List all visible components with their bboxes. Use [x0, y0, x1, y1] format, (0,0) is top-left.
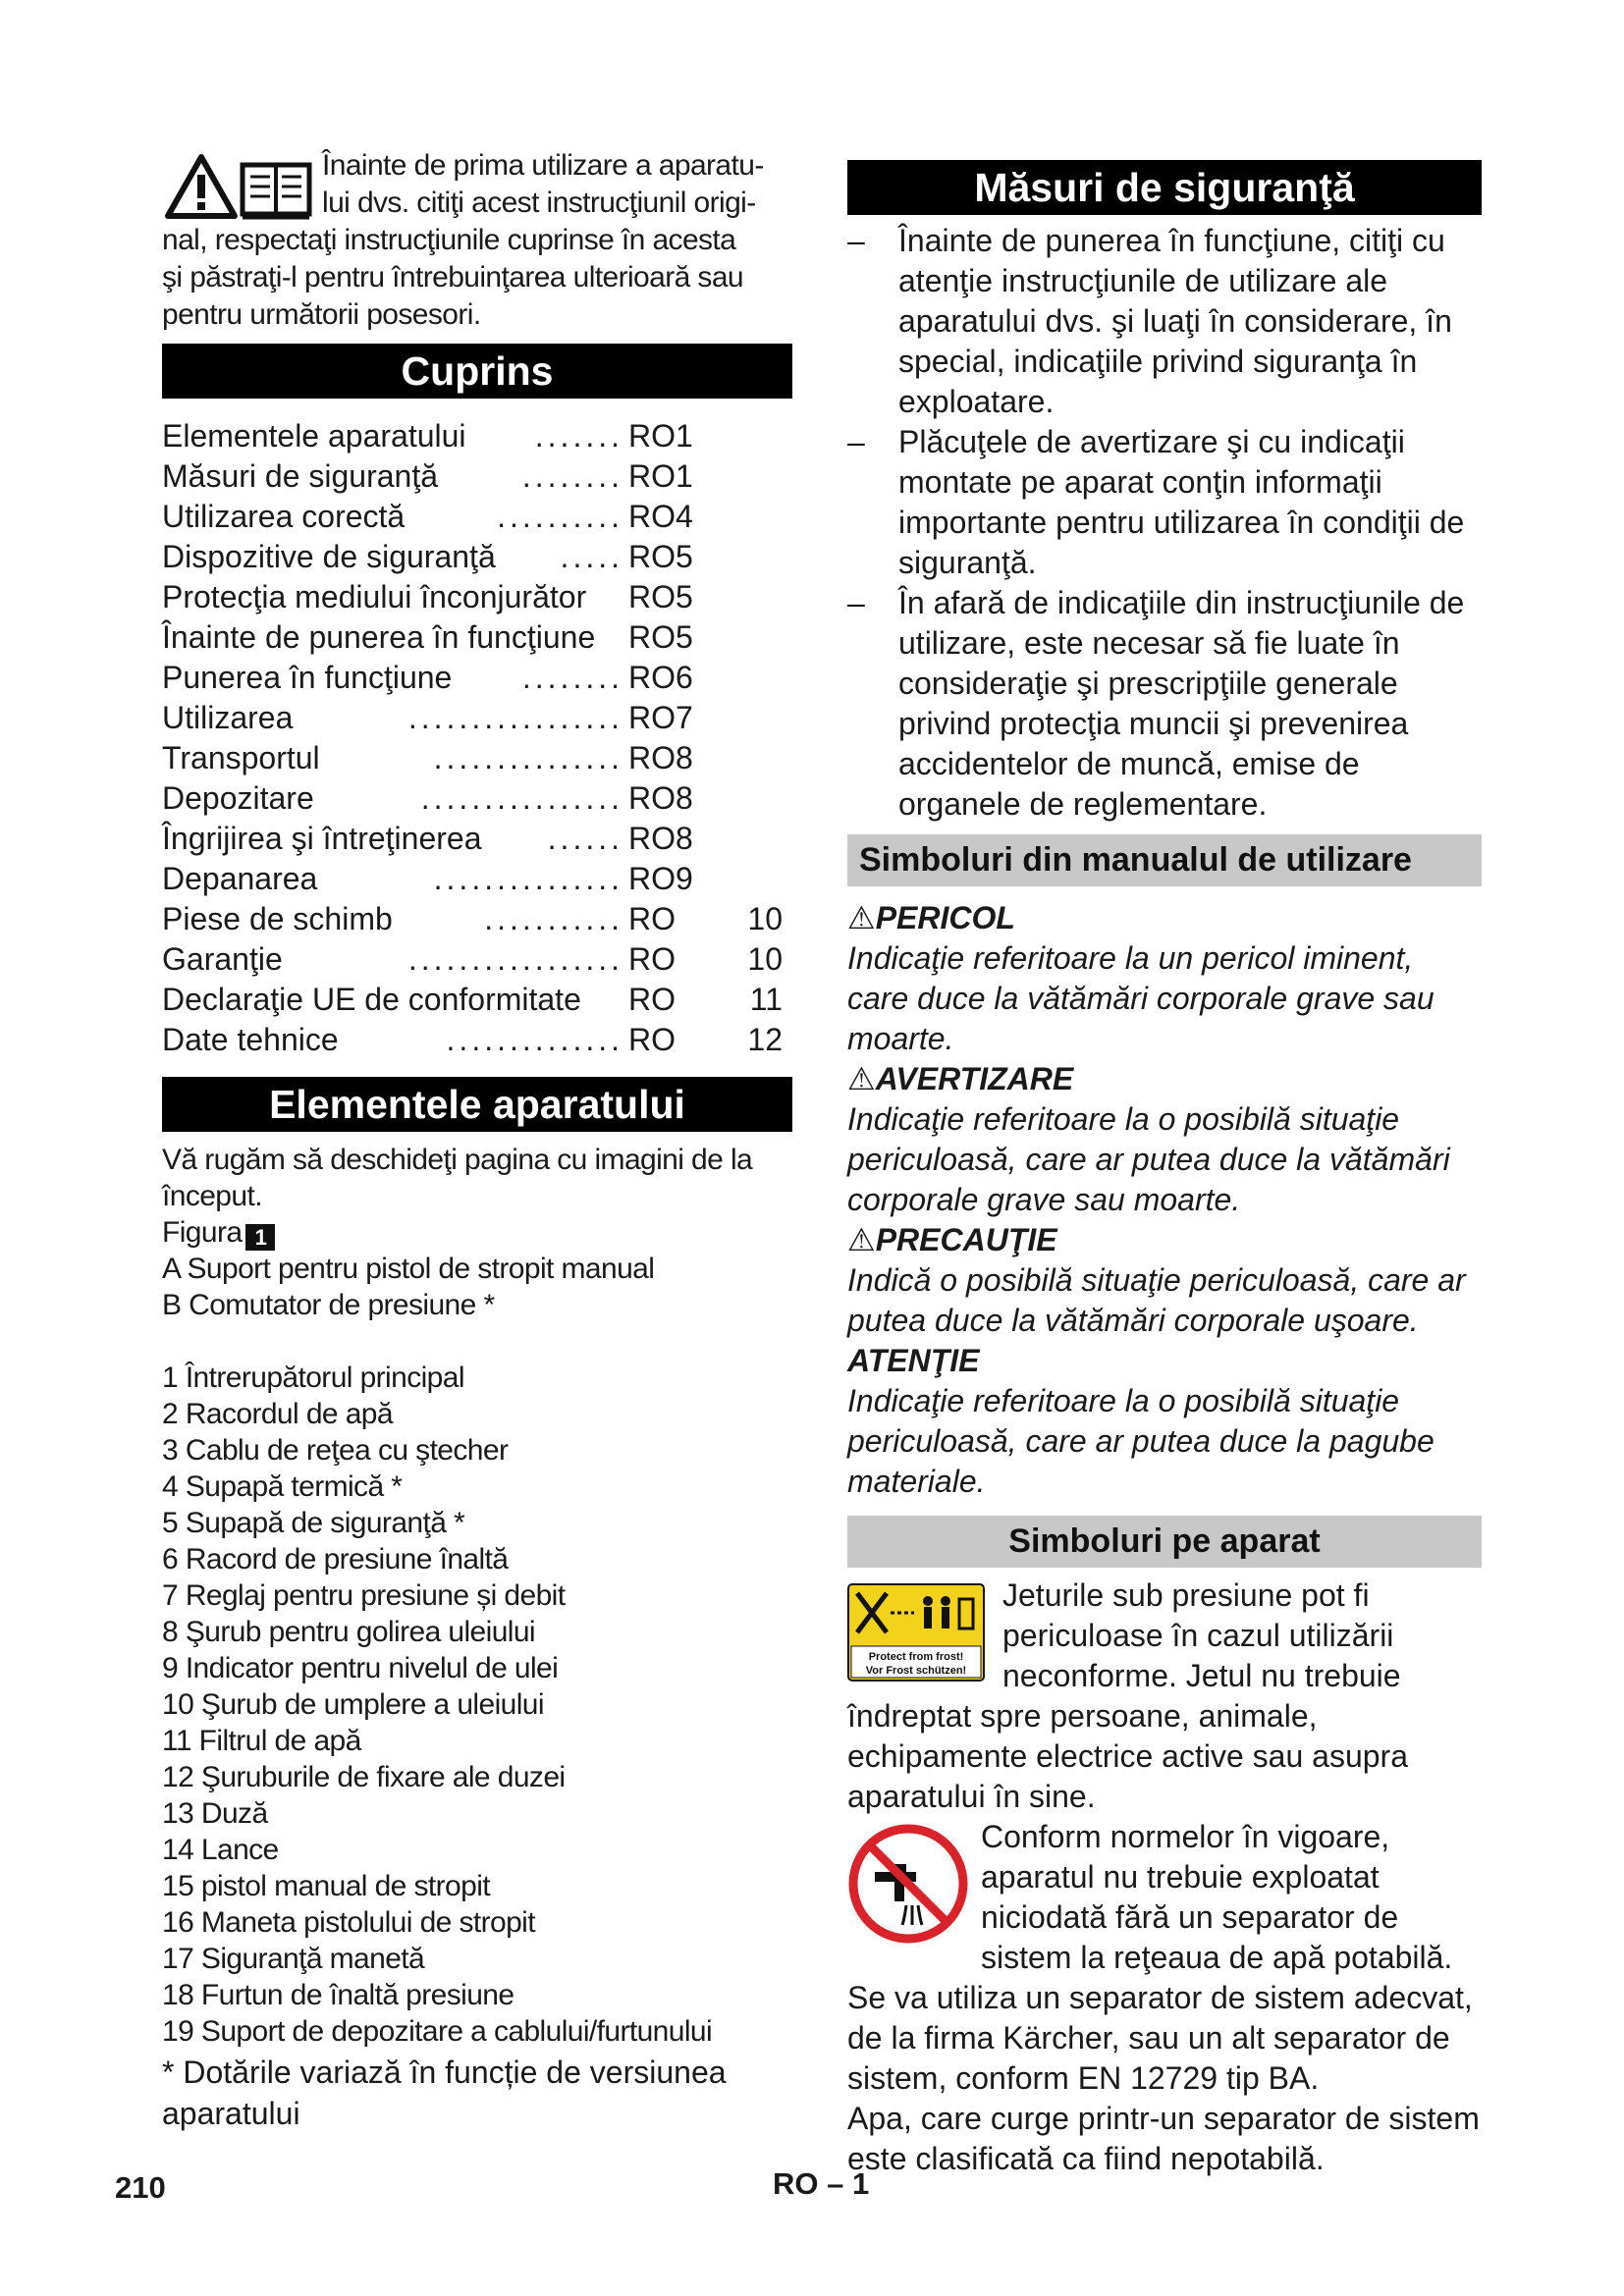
- toc-item-title: Înainte de punerea în funcţiune: [162, 619, 596, 655]
- jet-warning-text: Jeturile sub presiune pot fi periculoase în cazul utilizării neconforme. Jetul nu trebuie îndreptat spre persoane, animale, echipamente electrice active sau asupra aparatului în sine.: [847, 1577, 1408, 1814]
- toc-item-prefix: RO: [628, 619, 676, 655]
- toc-item: [162, 617, 792, 658]
- toc-item-leader: ........: [521, 458, 623, 494]
- section-page-label: RO – 1: [773, 2166, 870, 2201]
- toc-item-page: 12: [747, 1022, 783, 1057]
- toc-item: [162, 577, 792, 617]
- part-item: 8 Şurub pentru golirea uleiului: [162, 1616, 535, 1648]
- toc-item-title: Declaraţie UE de conformitate: [162, 982, 581, 1017]
- toc-item-page: 1: [676, 458, 693, 494]
- toc-item-prefix: RO: [628, 780, 676, 816]
- toc-item-leader: ........: [521, 660, 623, 695]
- intro-notice: [162, 147, 792, 334]
- toc-item-prefix: RO: [628, 539, 676, 574]
- part-item: 4 Supapă termică *: [162, 1470, 403, 1503]
- part-item: 14 Lance: [162, 1834, 279, 1866]
- toc-item-page: 11: [749, 982, 783, 1017]
- toc-item-page: 6: [676, 660, 693, 695]
- toc-item-page: 9: [676, 861, 693, 896]
- intro-line: nal, respectaţi instrucţiunile cuprinse în acesta: [162, 224, 736, 256]
- toc-item-leader: ...............: [433, 740, 623, 775]
- toc-item: [162, 819, 792, 859]
- warning-icon: [162, 147, 314, 222]
- jet-warning-icon: [847, 1583, 985, 1682]
- signal-entry-pericol: ⚠PERICOL Indicaţie referitoare la un pericol iminent, care duce la vătămări corporale grave sau moarte.: [847, 900, 1435, 1056]
- toc-item-title: Depozitare: [162, 780, 314, 816]
- toc-item-prefix: RO: [628, 418, 676, 454]
- toc-item: [162, 859, 792, 899]
- intro-line: pentru următorii posesori.: [162, 298, 481, 331]
- toc-item-title: Date tehnice: [162, 1022, 339, 1057]
- parts-list: [162, 1360, 792, 2050]
- equipment-note: * Dotările variază în funcție de versiunea aparatului: [162, 2055, 727, 2131]
- page-number: 210: [115, 2170, 166, 2205]
- toc-item-leader: ..........: [497, 499, 623, 534]
- toc-item-page: 10: [747, 901, 783, 936]
- intro-line: şi păstraţi-l pentru întrebuinţarea ulterioară sau: [162, 261, 744, 294]
- toc-item-leader: ................: [420, 780, 623, 816]
- right-column: [847, 160, 1482, 2179]
- toc-item-title: Depanarea: [162, 861, 318, 896]
- safety-title: Măsuri de siguranţă: [847, 160, 1482, 215]
- toc-item-prefix: RO: [628, 861, 676, 896]
- elements-title: Elementele aparatului: [162, 1077, 792, 1132]
- toc-item-title: Piese de schimb: [162, 901, 393, 936]
- toc-item-prefix: RO: [628, 982, 676, 1017]
- safety-item: – Înainte de punerea în funcţiune, citiţi cu atenţie instrucţiunile de utilizare ale aparatului dvs. şi luaţi în considerare, în special, indicaţiile privind siguranţa în exploatare.: [847, 223, 1452, 419]
- signal-entry-atentie: ATENŢIE Indicaţie referitoare la o posibilă situaţie periculoasă, care ar putea duce la pagube materiale.: [847, 1343, 1435, 1499]
- toc-item-page: 5: [676, 619, 693, 655]
- no-potable-water-sign: [847, 1823, 975, 1950]
- toc-item-prefix: RO: [628, 499, 676, 534]
- part-item: 17 Siguranţă manetă: [162, 1943, 425, 1975]
- toc-item: [162, 980, 792, 1020]
- toc-item-page: 8: [676, 821, 693, 856]
- toc-item-leader: .................: [407, 700, 623, 735]
- toc-item-title: Transportul: [162, 740, 320, 775]
- toc-item-page: 8: [676, 780, 693, 816]
- part-item: 7 Reglaj pentru presiune și debit: [162, 1579, 566, 1612]
- toc-item-leader: ..............: [446, 1022, 623, 1057]
- toc-item-page: 5: [676, 579, 693, 614]
- device-symbols: [847, 1575, 1482, 2179]
- toc-item: [162, 899, 792, 939]
- part-item: 19 Suport de depozitare a cablului/furtunului: [162, 2015, 713, 2048]
- toc-item: [162, 537, 792, 577]
- toc-item-prefix: RO: [628, 901, 676, 936]
- separator-text: Conform normelor în vigoare, aparatul nu trebuie exploatat niciodată fără un separator de sistem la reţeaua de apă potabilă. Se va utiliza un separator de sistem adecvat, de la firma Kärcher, sau un alt separator de sistem, conform EN 12729 tip BA.: [847, 1819, 1473, 2096]
- toc-item-page: 10: [747, 941, 783, 977]
- toc-item-title: Dispozitive de siguranţă: [162, 539, 496, 574]
- toc-item-page: 8: [676, 740, 693, 775]
- toc-item: [162, 658, 792, 698]
- letter-item: A Suport pentru pistol de stropit manual: [162, 1253, 655, 1285]
- toc-item-leader: ......: [547, 821, 623, 856]
- toc-item-prefix: RO: [628, 941, 676, 977]
- safety-list: [847, 221, 1482, 825]
- table-of-contents: [162, 416, 792, 1060]
- toc-item: [162, 1020, 792, 1060]
- warning-triangle-icon: ⚠: [847, 1061, 876, 1096]
- intro-icons: [162, 147, 314, 222]
- toc-item-title: Elementele aparatului: [162, 418, 466, 454]
- toc-item-prefix: RO: [628, 700, 676, 735]
- part-item: 10 Şurub de umplere a uleiului: [162, 1688, 544, 1721]
- toc-item-prefix: RO: [628, 1022, 676, 1057]
- toc-item-title: Utilizarea: [162, 700, 294, 735]
- figure-label: Figura: [162, 1216, 243, 1249]
- intro-line: Înainte de prima utilizare a aparatu-: [322, 149, 764, 182]
- toc-item-prefix: RO: [628, 740, 676, 775]
- manual-symbols-title: Simboluri din manualul de utilizare: [847, 834, 1482, 886]
- toc-item: [162, 778, 792, 819]
- toc-item-leader: .................: [407, 941, 623, 977]
- part-item: 6 Racord de presiune înaltă: [162, 1543, 509, 1575]
- toc-item-page: 7: [676, 700, 693, 735]
- manual-book-icon: [243, 165, 309, 218]
- toc-item-title: Garanţie: [162, 941, 283, 977]
- toc-item: [162, 738, 792, 778]
- label-line-en: Protect from frost!: [868, 1651, 964, 1663]
- manual-symbols: [847, 898, 1482, 1502]
- toc-item-prefix: RO: [628, 821, 676, 856]
- safety-item: – Plăcuţele de avertizare şi cu indicaţii montate pe aparat conţin informaţii importante pentru utilizarea în condiţii de siguranţă.: [847, 424, 1465, 580]
- part-item: 18 Furtun de înaltă presiune: [162, 1979, 514, 2011]
- open-images-text: Vă rugăm să deschideţi pagina cu imagini de la început.: [162, 1144, 753, 1212]
- safety-item: – În afară de indicaţiile din instrucţiunile de utilizare, este necesar să fie luate în consideraţie şi prescripţiile generale privind protecţia muncii şi prevenirea accidentelor de muncă, emise de organele de reglementare.: [847, 585, 1465, 822]
- letter-item: B Comutator de presiune *: [162, 1289, 495, 1321]
- figure-reference: [162, 1214, 792, 1251]
- signal-entry-precautie: ⚠PRECAUŢIE Indică o posibilă situaţie periculoasă, care ar putea duce la vătămări corporale uşoare.: [847, 1222, 1466, 1338]
- toc-item: [162, 416, 792, 456]
- part-item: 15 pistol manual de stropit: [162, 1870, 491, 1902]
- toc-item-prefix: RO: [628, 579, 676, 614]
- elements-body: [162, 1142, 792, 2050]
- toc-item-leader: ...............: [433, 861, 623, 896]
- figure-number-badge: 1: [245, 1224, 275, 1251]
- water-classification-text: Apa, care curge printr-un separator de sistem este clasificată ca fiind nepotabilă.: [847, 2101, 1480, 2176]
- toc-item-title: Utilizarea corectă: [162, 499, 406, 534]
- part-item: 1 Întrerupătorul principal: [162, 1362, 464, 1394]
- toc-item: [162, 939, 792, 980]
- toc-item-leader: .....: [560, 539, 623, 574]
- toc-item-title: Îngrijirea şi întreţinerea: [162, 821, 482, 856]
- toc-item-leader: .......: [534, 418, 623, 454]
- no-drinking-water-connection-icon: [847, 1823, 969, 1945]
- toc-item-title: Măsuri de siguranţă: [162, 458, 439, 494]
- device-symbols-title: Simboluri pe aparat: [847, 1516, 1482, 1568]
- label-line-de: Vor Frost schützen!: [865, 1665, 967, 1677]
- toc-item-prefix: RO: [628, 660, 676, 695]
- intro-line: lui dvs. citiţi acest instrucţiunil origi-: [322, 187, 756, 219]
- warning-triangle-icon: ⚠: [847, 1222, 876, 1257]
- toc-item-page: 4: [676, 499, 693, 534]
- left-column: [162, 147, 792, 2134]
- signal-entry-avertizare: ⚠AVERTIZARE Indicaţie referitoare la o posibilă situaţie periculoasă, care ar putea duce la vătămări corporale grave sau moarte.: [847, 1061, 1450, 1217]
- toc-title: Cuprins: [162, 344, 792, 399]
- part-item: 16 Maneta pistolului de stropit: [162, 1906, 535, 1939]
- toc-item: [162, 698, 792, 738]
- toc-item-title: Protecţia mediului înconjurător: [162, 579, 587, 614]
- part-item: 9 Indicator pentru nivelul de ulei: [162, 1652, 559, 1684]
- toc-item-page: 1: [676, 418, 693, 454]
- warning-triangle-icon: ⚠: [847, 900, 876, 935]
- toc-item-prefix: RO: [628, 458, 676, 494]
- part-item: 3 Cablu de reţea cu ştecher: [162, 1434, 509, 1467]
- toc-item-leader: ...........: [484, 901, 623, 936]
- pressure-jet-warning-label: [847, 1583, 993, 1682]
- part-item: 11 Filtrul de apă: [162, 1725, 361, 1757]
- toc-item-title: Punerea în funcţiune: [162, 660, 453, 695]
- part-item: 12 Şuruburile de fixare ale duzei: [162, 1761, 566, 1793]
- part-item: 2 Racordul de apă: [162, 1398, 393, 1430]
- toc-item-page: 5: [676, 539, 693, 574]
- toc-item: [162, 456, 792, 497]
- part-item: 13 Duză: [162, 1797, 268, 1830]
- part-item: 5 Supapă de siguranţă *: [162, 1507, 465, 1539]
- toc-item: [162, 497, 792, 537]
